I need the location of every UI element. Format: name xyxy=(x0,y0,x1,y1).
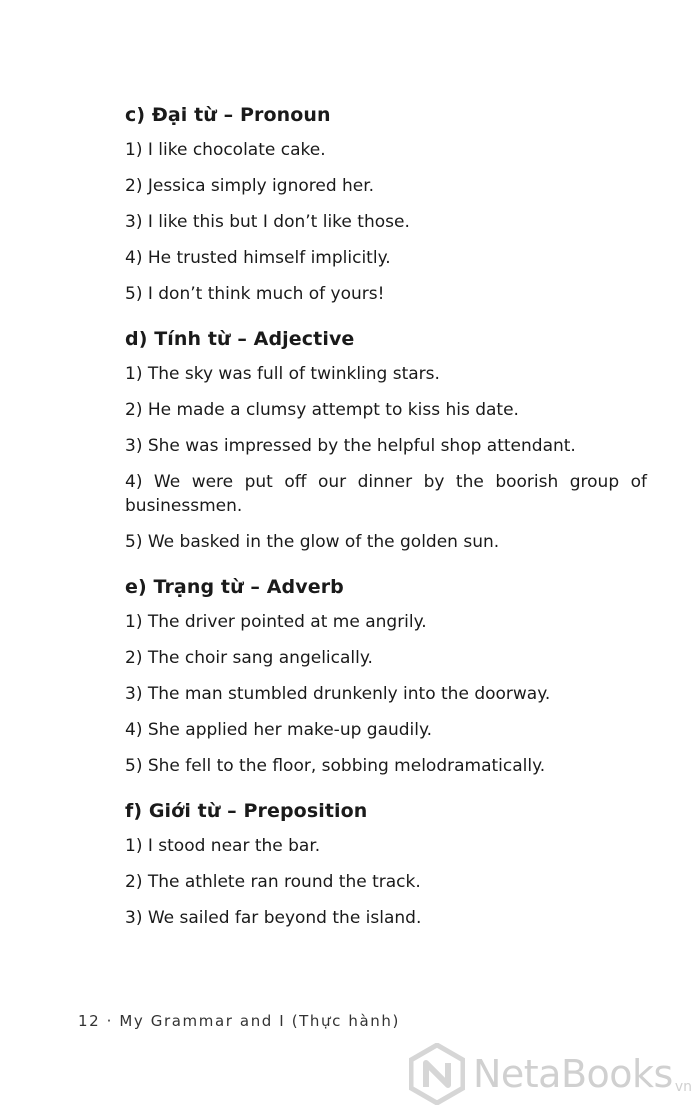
section-heading: c) Đại từ – Pronoun xyxy=(125,104,331,126)
section-preposition xyxy=(125,800,647,930)
list-item: 5) We basked in the glow of the golden sun. xyxy=(125,532,500,552)
list-item: 1) The driver pointed at me angrily. xyxy=(125,612,427,632)
watermark-suffix: vn xyxy=(674,1079,692,1095)
page-footer: 12 · My Grammar and I (Thực hành) xyxy=(78,1012,400,1030)
page-content xyxy=(125,104,647,952)
list-item: 4) We were put off our dinner by the boorish group of businessmen. xyxy=(125,472,647,516)
list-item: 5) I don’t think much of yours! xyxy=(125,284,385,304)
list-item: 1) I like chocolate cake. xyxy=(125,140,326,160)
section-heading: d) Tính từ – Adjective xyxy=(125,328,355,350)
section-adjective xyxy=(125,328,647,554)
list-item: 2) The choir sang angelically. xyxy=(125,648,373,668)
section-heading: e) Trạng từ – Adverb xyxy=(125,576,344,598)
list-item: 3) We sailed far beyond the island. xyxy=(125,908,422,928)
list-item: 2) Jessica simply ignored her. xyxy=(125,176,375,196)
netabooks-logo-icon xyxy=(409,1043,465,1105)
list-item: 5) She fell to the floor, sobbing melodramatically. xyxy=(125,756,546,776)
list-item: 1) The sky was full of twinkling stars. xyxy=(125,364,440,384)
section-adverb xyxy=(125,576,647,778)
list-item: 3) She was impressed by the helpful shop attendant. xyxy=(125,436,576,456)
list-item: 2) He made a clumsy attempt to kiss his date. xyxy=(125,400,519,420)
list-item: 4) He trusted himself implicitly. xyxy=(125,248,391,268)
watermark-text: NetaBooks xyxy=(472,1052,673,1096)
list-item: 4) She applied her make-up gaudily. xyxy=(125,720,433,740)
list-item: 3) I like this but I don’t like those. xyxy=(125,212,410,232)
section-heading: f) Giới từ – Preposition xyxy=(125,800,368,822)
list-item: 2) The athlete ran round the track. xyxy=(125,872,421,892)
list-item: 3) The man stumbled drunkenly into the doorway. xyxy=(125,684,551,704)
section-pronoun xyxy=(125,104,647,306)
watermark xyxy=(409,1043,692,1105)
list-item: 1) I stood near the bar. xyxy=(125,836,321,856)
